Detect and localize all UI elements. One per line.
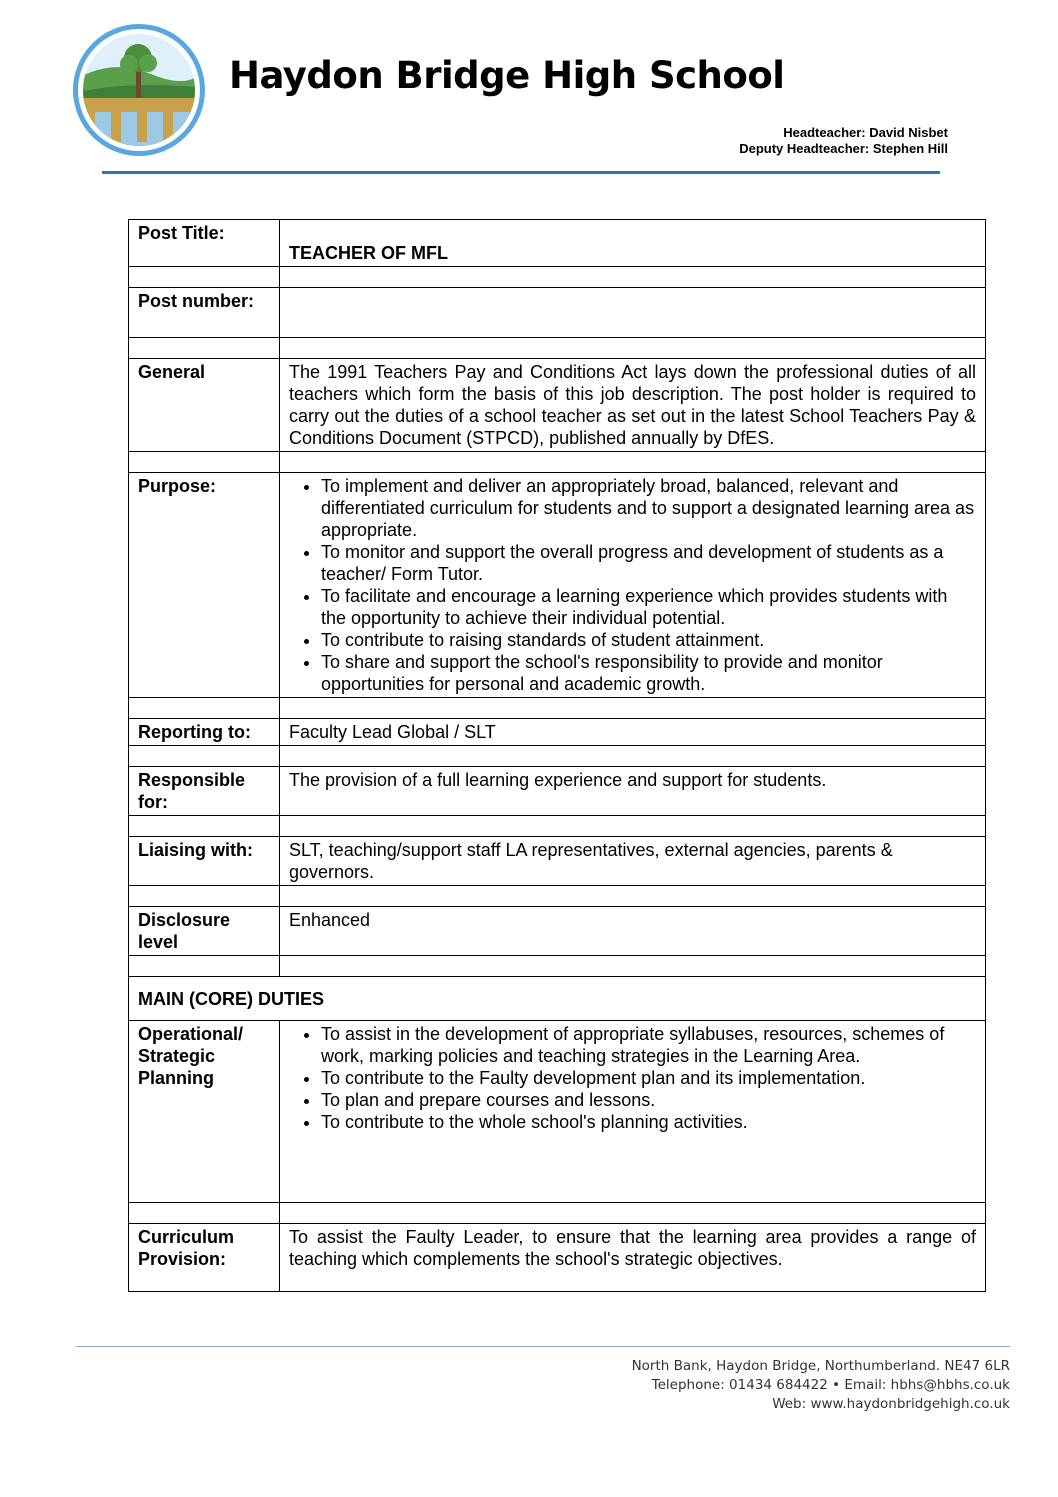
curriculum-text: To assist the Faulty Leader, to ensure that the learning area provides a range of teaching which complements the school's strategic objectives. <box>280 1224 986 1292</box>
spacer-row <box>129 956 986 977</box>
job-description-table <box>128 219 986 1292</box>
headteacher: Headteacher: David Nisbet <box>783 125 948 140</box>
row-responsible <box>129 767 986 816</box>
liaising-label: Liaising with: <box>129 837 280 886</box>
disclosure-label: Disclosure level <box>129 907 280 956</box>
operational-item: • To plan and prepare courses and lessons. <box>321 1089 976 1111</box>
spacer-row <box>129 816 986 837</box>
staff-block <box>739 125 948 157</box>
operational-item: • To assist in the development of appropriate syllabuses, resources, schemes of work, marking policies and teaching strategies in the Learning Area. <box>321 1023 976 1067</box>
spacer-row <box>129 698 986 719</box>
spacer-row <box>129 452 986 473</box>
school-name: Haydon Bridge High School <box>229 54 785 97</box>
purpose-item: • To facilitate and encourage a learning experience which provides students with the opportunity to achieve their individual potential. <box>321 585 976 629</box>
reporting-label: Reporting to: <box>129 719 280 746</box>
post-number-label: Post number: <box>129 288 280 338</box>
post-title-label: Post Title: <box>129 220 280 267</box>
disclosure-value: Enhanced <box>280 907 986 956</box>
purpose-list <box>289 475 976 695</box>
spacer-row <box>129 886 986 907</box>
row-post-number <box>129 288 986 338</box>
footer <box>632 1357 1010 1414</box>
general-label: General <box>129 359 280 452</box>
post-number-value <box>280 288 986 338</box>
row-disclosure <box>129 907 986 956</box>
operational-list <box>289 1023 976 1133</box>
deputy-headteacher: Deputy Headteacher: Stephen Hill <box>739 141 948 156</box>
footer-web: Web: www.haydonbridgehigh.co.uk <box>772 1396 1010 1412</box>
post-title-value: TEACHER OF MFL <box>280 220 986 267</box>
main-duties-heading: MAIN (CORE) DUTIES <box>129 977 986 1021</box>
spacer-row <box>129 746 986 767</box>
footer-contact: Telephone: 01434 684422 • Email: hbhs@hbhs.co.uk <box>651 1377 1010 1393</box>
purpose-cell <box>280 473 986 698</box>
curriculum-label: Curriculum Provision: <box>129 1224 280 1292</box>
liaising-value: SLT, teaching/support staff LA representatives, external agencies, parents & governors. <box>280 837 986 886</box>
operational-item: • To contribute to the whole school's planning activities. <box>321 1111 976 1133</box>
spacer-row <box>129 338 986 359</box>
operational-label: Operational/ Strategic Planning <box>129 1021 280 1203</box>
row-liaising <box>129 837 986 886</box>
operational-cell <box>280 1021 986 1203</box>
row-general <box>129 359 986 452</box>
operational-item: • To contribute to the Faulty development plan and its implementation. <box>321 1067 976 1089</box>
purpose-item: • To contribute to raising standards of student attainment. <box>321 629 976 651</box>
row-main-duties <box>129 977 986 1021</box>
spacer-row <box>129 267 986 288</box>
row-operational <box>129 1021 986 1203</box>
purpose-item: • To monitor and support the overall progress and development of students as a teacher/ Form Tutor. <box>321 541 976 585</box>
reporting-value: Faculty Lead Global / SLT <box>280 719 986 746</box>
row-post-title <box>129 220 986 267</box>
general-text: The 1991 Teachers Pay and Conditions Act lays down the professional duties of all teachers which form the basis of this job description. The post holder is required to carry out the duties of a school teacher as set out in the latest School Teachers Pay & Conditions Document (STPCD), published annually by DfES. <box>280 359 986 452</box>
purpose-item: • To implement and deliver an appropriately broad, balanced, relevant and differentiated curriculum for students and to support a designated learning area as appropriate. <box>321 475 976 541</box>
row-reporting <box>129 719 986 746</box>
spacer-row <box>129 1203 986 1224</box>
row-curriculum <box>129 1224 986 1292</box>
purpose-item: • To share and support the school's responsibility to provide and monitor opportunities for personal and academic growth. <box>321 651 976 695</box>
footer-address: North Bank, Haydon Bridge, Northumberland. NE47 6LR <box>631 1358 1010 1374</box>
responsible-label: Responsible for: <box>129 767 280 816</box>
school-logo <box>71 22 207 158</box>
header-divider <box>102 171 940 174</box>
purpose-label: Purpose: <box>129 473 280 698</box>
footer-divider <box>76 1346 1010 1347</box>
row-purpose <box>129 473 986 698</box>
responsible-value: The provision of a full learning experience and support for students. <box>280 767 986 816</box>
